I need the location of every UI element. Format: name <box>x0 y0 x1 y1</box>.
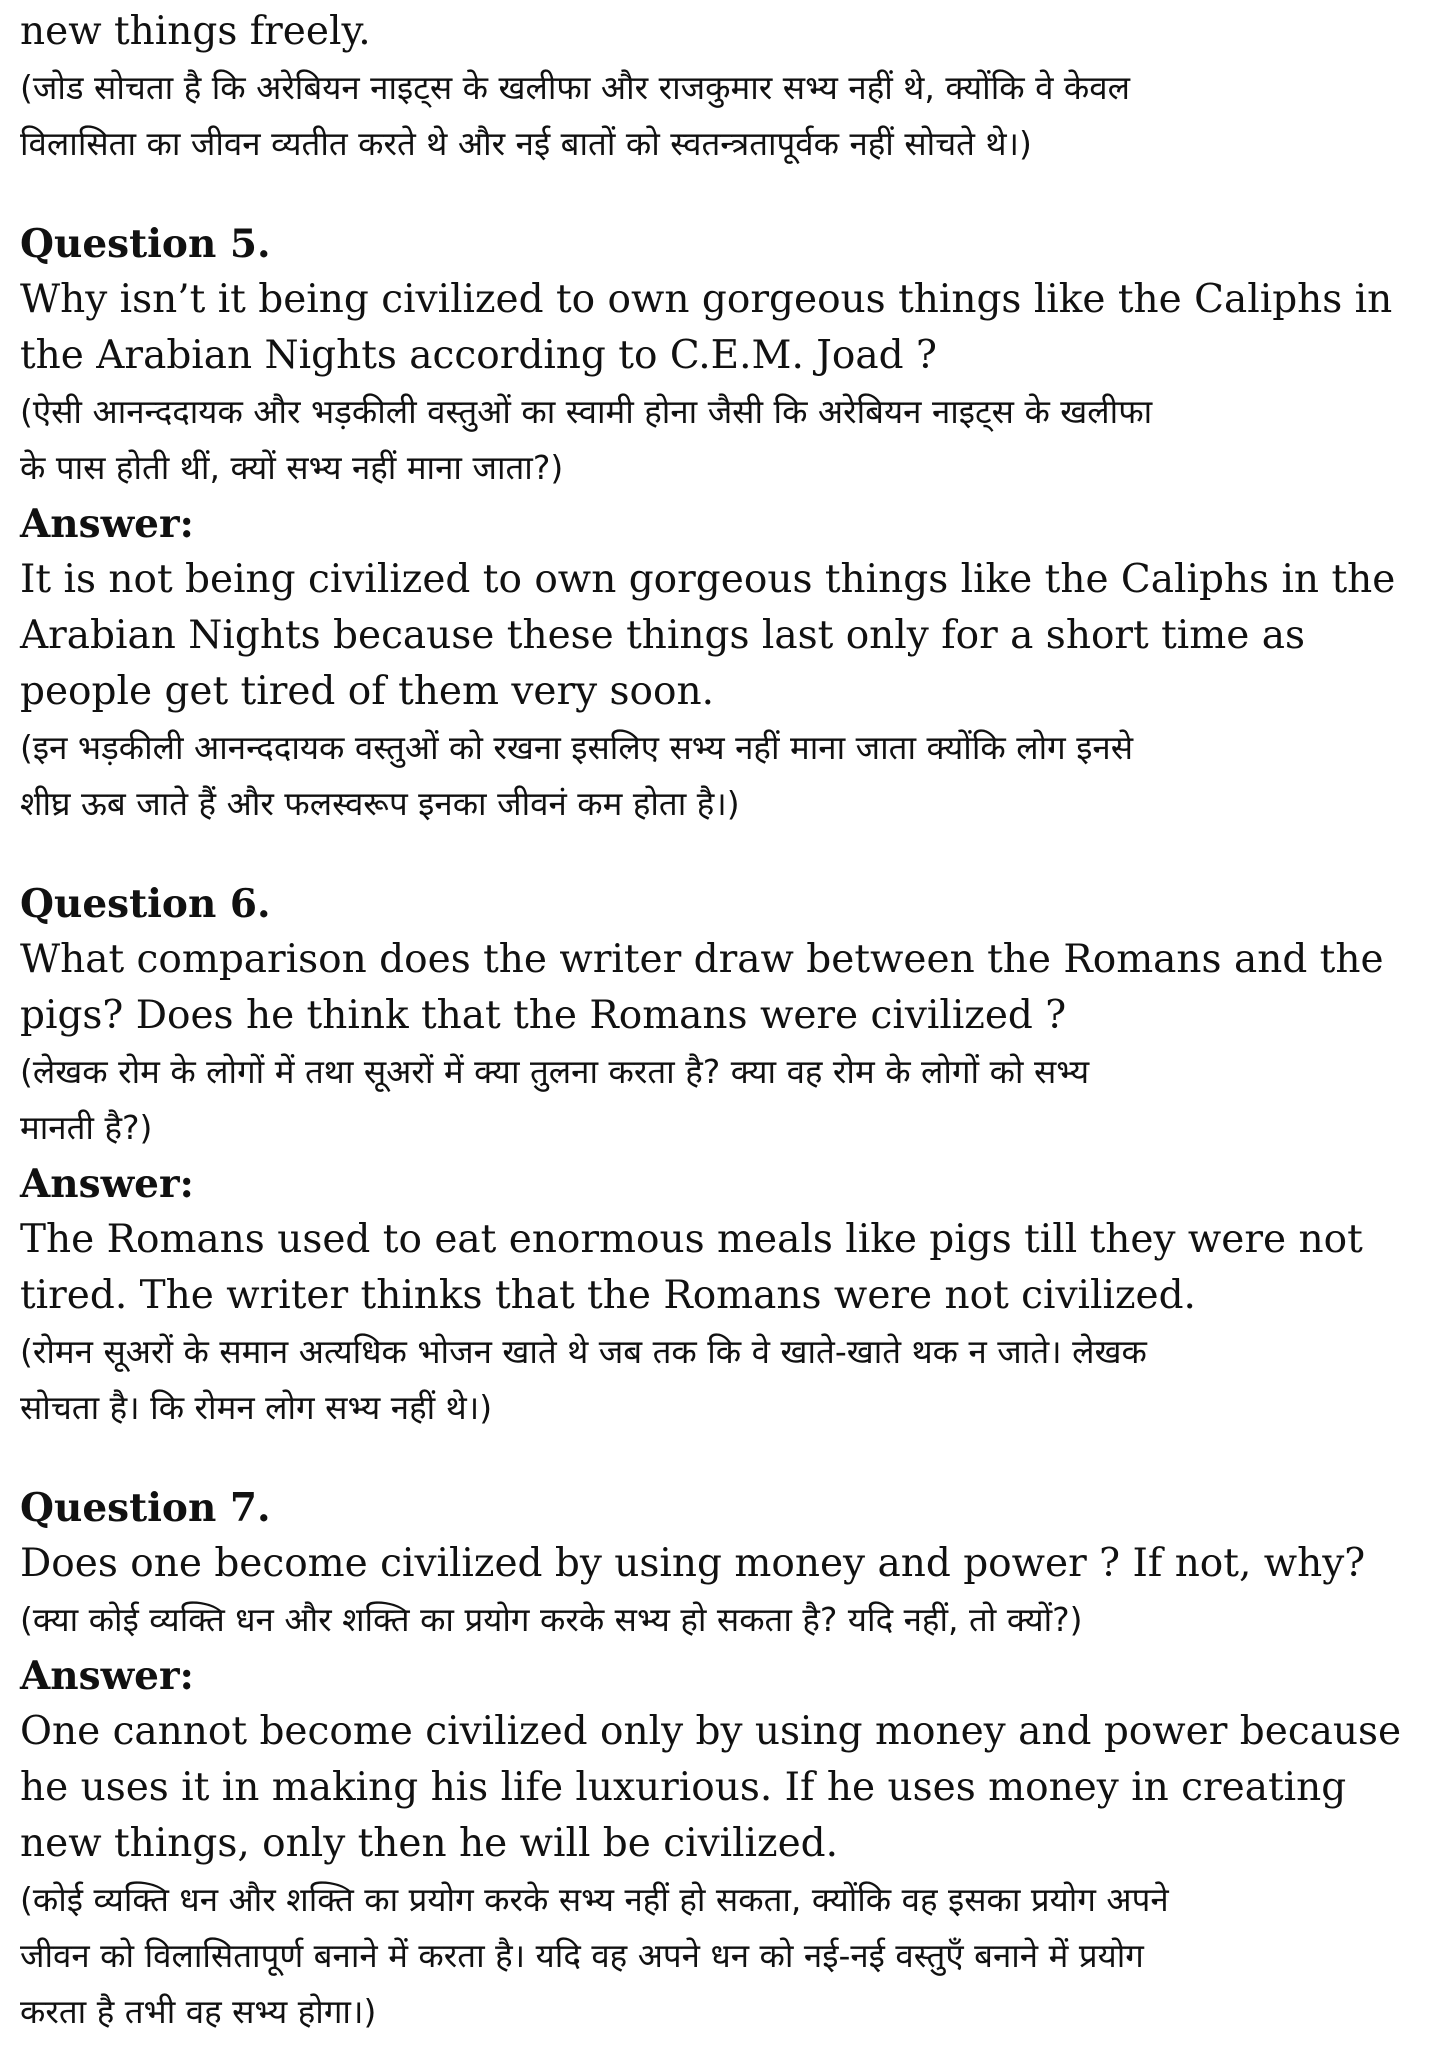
answer-label: Answer: <box>20 1653 194 1699</box>
answer-hi-line: (कोई व्यक्ति धन और शक्ति का प्रयोग करके सभ्य नहीं हो सकता, क्योंकि वह इसका प्रयोग अपने <box>20 1880 1169 1919</box>
answer-en-line: new things, only then he will be civilized. <box>20 1821 839 1866</box>
intro-hi-line: विलासिता का जीवन व्यतीत करते थे और नई बातों को स्वतन्त्रतापूर्वक नहीं सोचते थे।) <box>20 124 1032 163</box>
answer-hi-line: शीघ्र ऊब जाते हैं और फलस्वरूप इनका जीवनं कम होता है।) <box>20 784 740 823</box>
answer-en-line: The Romans used to eat enormous meals like pigs till they were not <box>20 1217 1363 1262</box>
answer-en-line: tired. The writer thinks that the Romans were not civilized. <box>20 1273 1196 1318</box>
question-hi-line: (लेखक रोम के लोगों में तथा सूअरों में क्या तुलना करता है? क्या वह रोम के लोगों को सभ्य <box>20 1052 1090 1091</box>
intro-en-line: new things freely. <box>20 9 371 54</box>
question-title: Question 7. <box>20 1485 271 1531</box>
question-hi-line: (ऐसी आनन्ददायक और भड़कीली वस्तुओं का स्वामी होना जैसी कि अरेबियन नाइट्स के खलीफा <box>20 392 1153 431</box>
intro-hi-line: (जोड सोचता है कि अरेबियन नाइट्स के खलीफा और राजकुमार सभ्य नहीं थे, क्योंकि वे केवल <box>20 68 1130 107</box>
answer-label: Answer: <box>20 1161 194 1207</box>
intro-block <box>20 4 1424 172</box>
answer-en-line: people get tired of them very soon. <box>20 669 715 714</box>
question-hi-line: के पास होती थीं, क्यों सभ्य नहीं माना जाता?) <box>20 448 564 487</box>
question-en-line: Does one become civilized by using money and power ? If not, why? <box>20 1541 1366 1586</box>
question-en-line: Why isn’t it being civilized to own gorgeous things like the Caliphs in <box>20 277 1393 322</box>
answer-en-line: One cannot become civilized only by using money and power because <box>20 1709 1402 1754</box>
answer-hi-line: (इन भड़कीली आनन्ददायक वस्तुओं को रखना इसलिए सभ्य नहीं माना जाता क्योंकि लोग इनसे <box>20 728 1134 767</box>
question-title: Question 5. <box>20 221 271 267</box>
question-hi-line: मानती है?) <box>20 1108 153 1147</box>
answer-en-line: Arabian Nights because these things last only for a short time as <box>20 613 1306 658</box>
answer-hi-line: (रोमन सूअरों के समान अत्यधिक भोजन खाते थे जब तक कि वे खाते-खाते थक न जाते। लेखक <box>20 1332 1147 1371</box>
answer-hi-line: सोचता है। कि रोमन लोग सभ्य नहीं थे।) <box>20 1388 493 1427</box>
question-block <box>20 1480 1424 2040</box>
answer-en-line: he uses it in making his life luxurious. If he uses money in creating <box>20 1765 1347 1810</box>
question-en-line: the Arabian Nights according to C.E.M. Joad ? <box>20 333 937 378</box>
document-page <box>0 4 1444 2040</box>
answer-en-line: It is not being civilized to own gorgeous things like the Caliphs in the <box>20 557 1396 602</box>
question-hi-line: (क्या कोई व्यक्ति धन और शक्ति का प्रयोग करके सभ्य हो सकता है? यदि नहीं, तो क्यों?) <box>20 1600 1083 1639</box>
question-block <box>20 216 1424 832</box>
question-title: Question 6. <box>20 881 271 927</box>
question-block <box>20 876 1424 1436</box>
answer-hi-line: जीवन को विलासितापूर्ण बनाने में करता है। यदि वह अपने धन को नई-नई वस्तुएँ बनाने में प्रयोग <box>20 1936 1144 1975</box>
answer-label: Answer: <box>20 501 194 547</box>
question-en-line: What comparison does the writer draw between the Romans and the <box>20 937 1384 982</box>
answer-hi-line: करता है तभी वह सभ्य होगा।) <box>20 1992 377 2031</box>
question-en-line: pigs? Does he think that the Romans were civilized ? <box>20 993 1067 1038</box>
